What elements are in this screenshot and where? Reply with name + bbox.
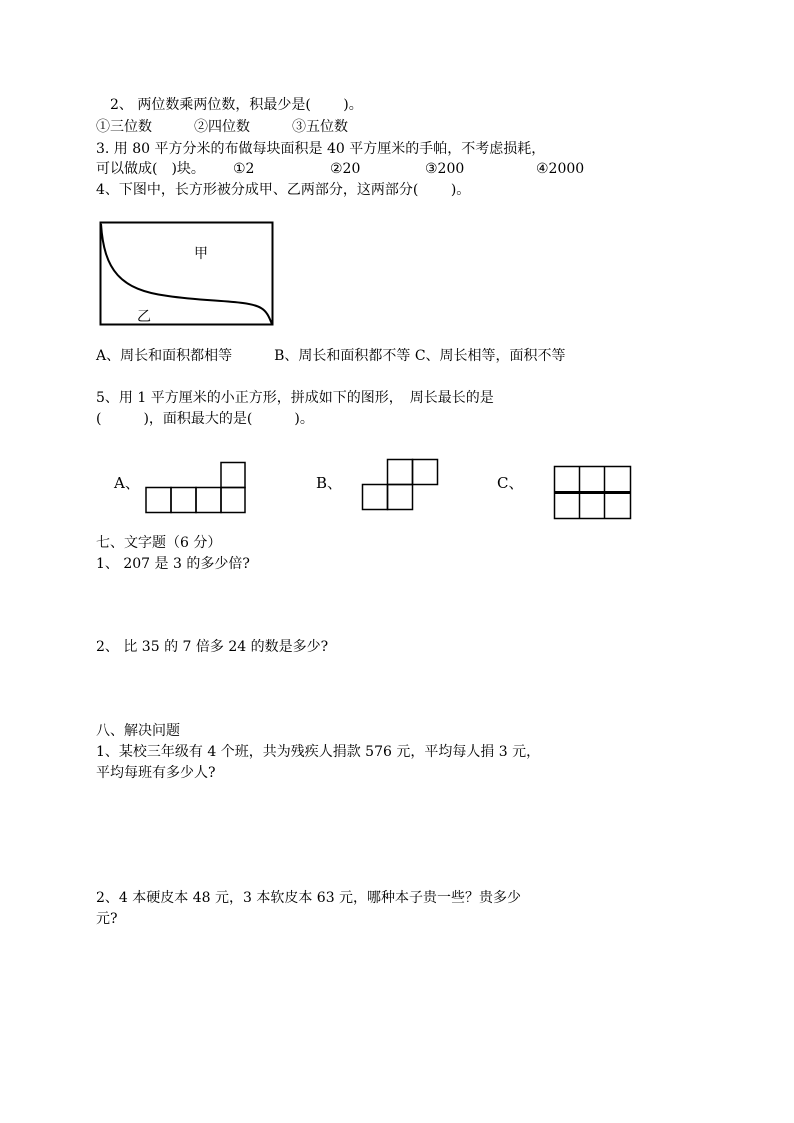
q3-option-2: ②20	[330, 161, 361, 177]
section8-q1-line2: 平均每班有多少人?	[96, 765, 216, 781]
shape-a	[144, 461, 248, 515]
q3-option-1: ①2	[233, 161, 255, 177]
section7-q2: 2、 比 35 的 7 倍多 24 的数是多少?	[96, 639, 329, 655]
section8-q2-line1: 2、4 本硬皮本 48 元，3 本软皮本 63 元，哪种本子贵一些？贵多少	[96, 890, 522, 906]
shape-b-label: B、	[316, 474, 343, 492]
section7-title: 七、文字题（6 分）	[96, 535, 222, 551]
q2-stem: 2、 两位数乘两位数，积最少是( )。	[110, 97, 363, 113]
q4-stem: 4、下图中，长方形被分成甲、乙两部分，这两部分( )。	[96, 182, 471, 198]
shape-c	[553, 465, 633, 521]
section7-q1: 1、 207 是 3 的多少倍?	[96, 556, 250, 572]
shape-c-label: C、	[497, 474, 524, 492]
shape-a-label: A、	[114, 474, 140, 492]
q5-line1: 5、用 1 平方厘米的小正方形，拼成如下的图形， 周长最长的是	[96, 390, 494, 406]
label-yi: 乙	[137, 309, 151, 325]
dividing-curve	[101, 224, 272, 324]
q3-option-3: ③200	[425, 161, 465, 177]
q2-options: ①三位数 ②四位数 ③五位数	[96, 119, 348, 135]
section8-q2-line2: 元?	[96, 911, 118, 927]
q3-option-4: ④2000	[536, 161, 585, 177]
q4-options: A、周长和面积都相等 B、周长和面积都不等 C、周长相等，面积不等	[96, 348, 566, 364]
section8-q1-line1: 1、某校三年级有 4 个班，共为残疾人捐款 576 元，平均每人捐 3 元，	[96, 744, 541, 760]
section8-title: 八、解决问题	[96, 723, 180, 739]
q5-line2: ( )，面积最大的是( )。	[96, 411, 314, 427]
label-jia: 甲	[194, 246, 208, 262]
q3-line1: 3. 用 80 平方分米的布做每块面积是 40 平方厘米的手帕，不考虑损耗，	[96, 141, 546, 157]
q3-line2-stem: 可以做成( )块。	[96, 161, 205, 177]
rectangle-border	[101, 223, 273, 325]
shape-b	[361, 458, 441, 512]
rectangle-figure	[98, 220, 276, 330]
